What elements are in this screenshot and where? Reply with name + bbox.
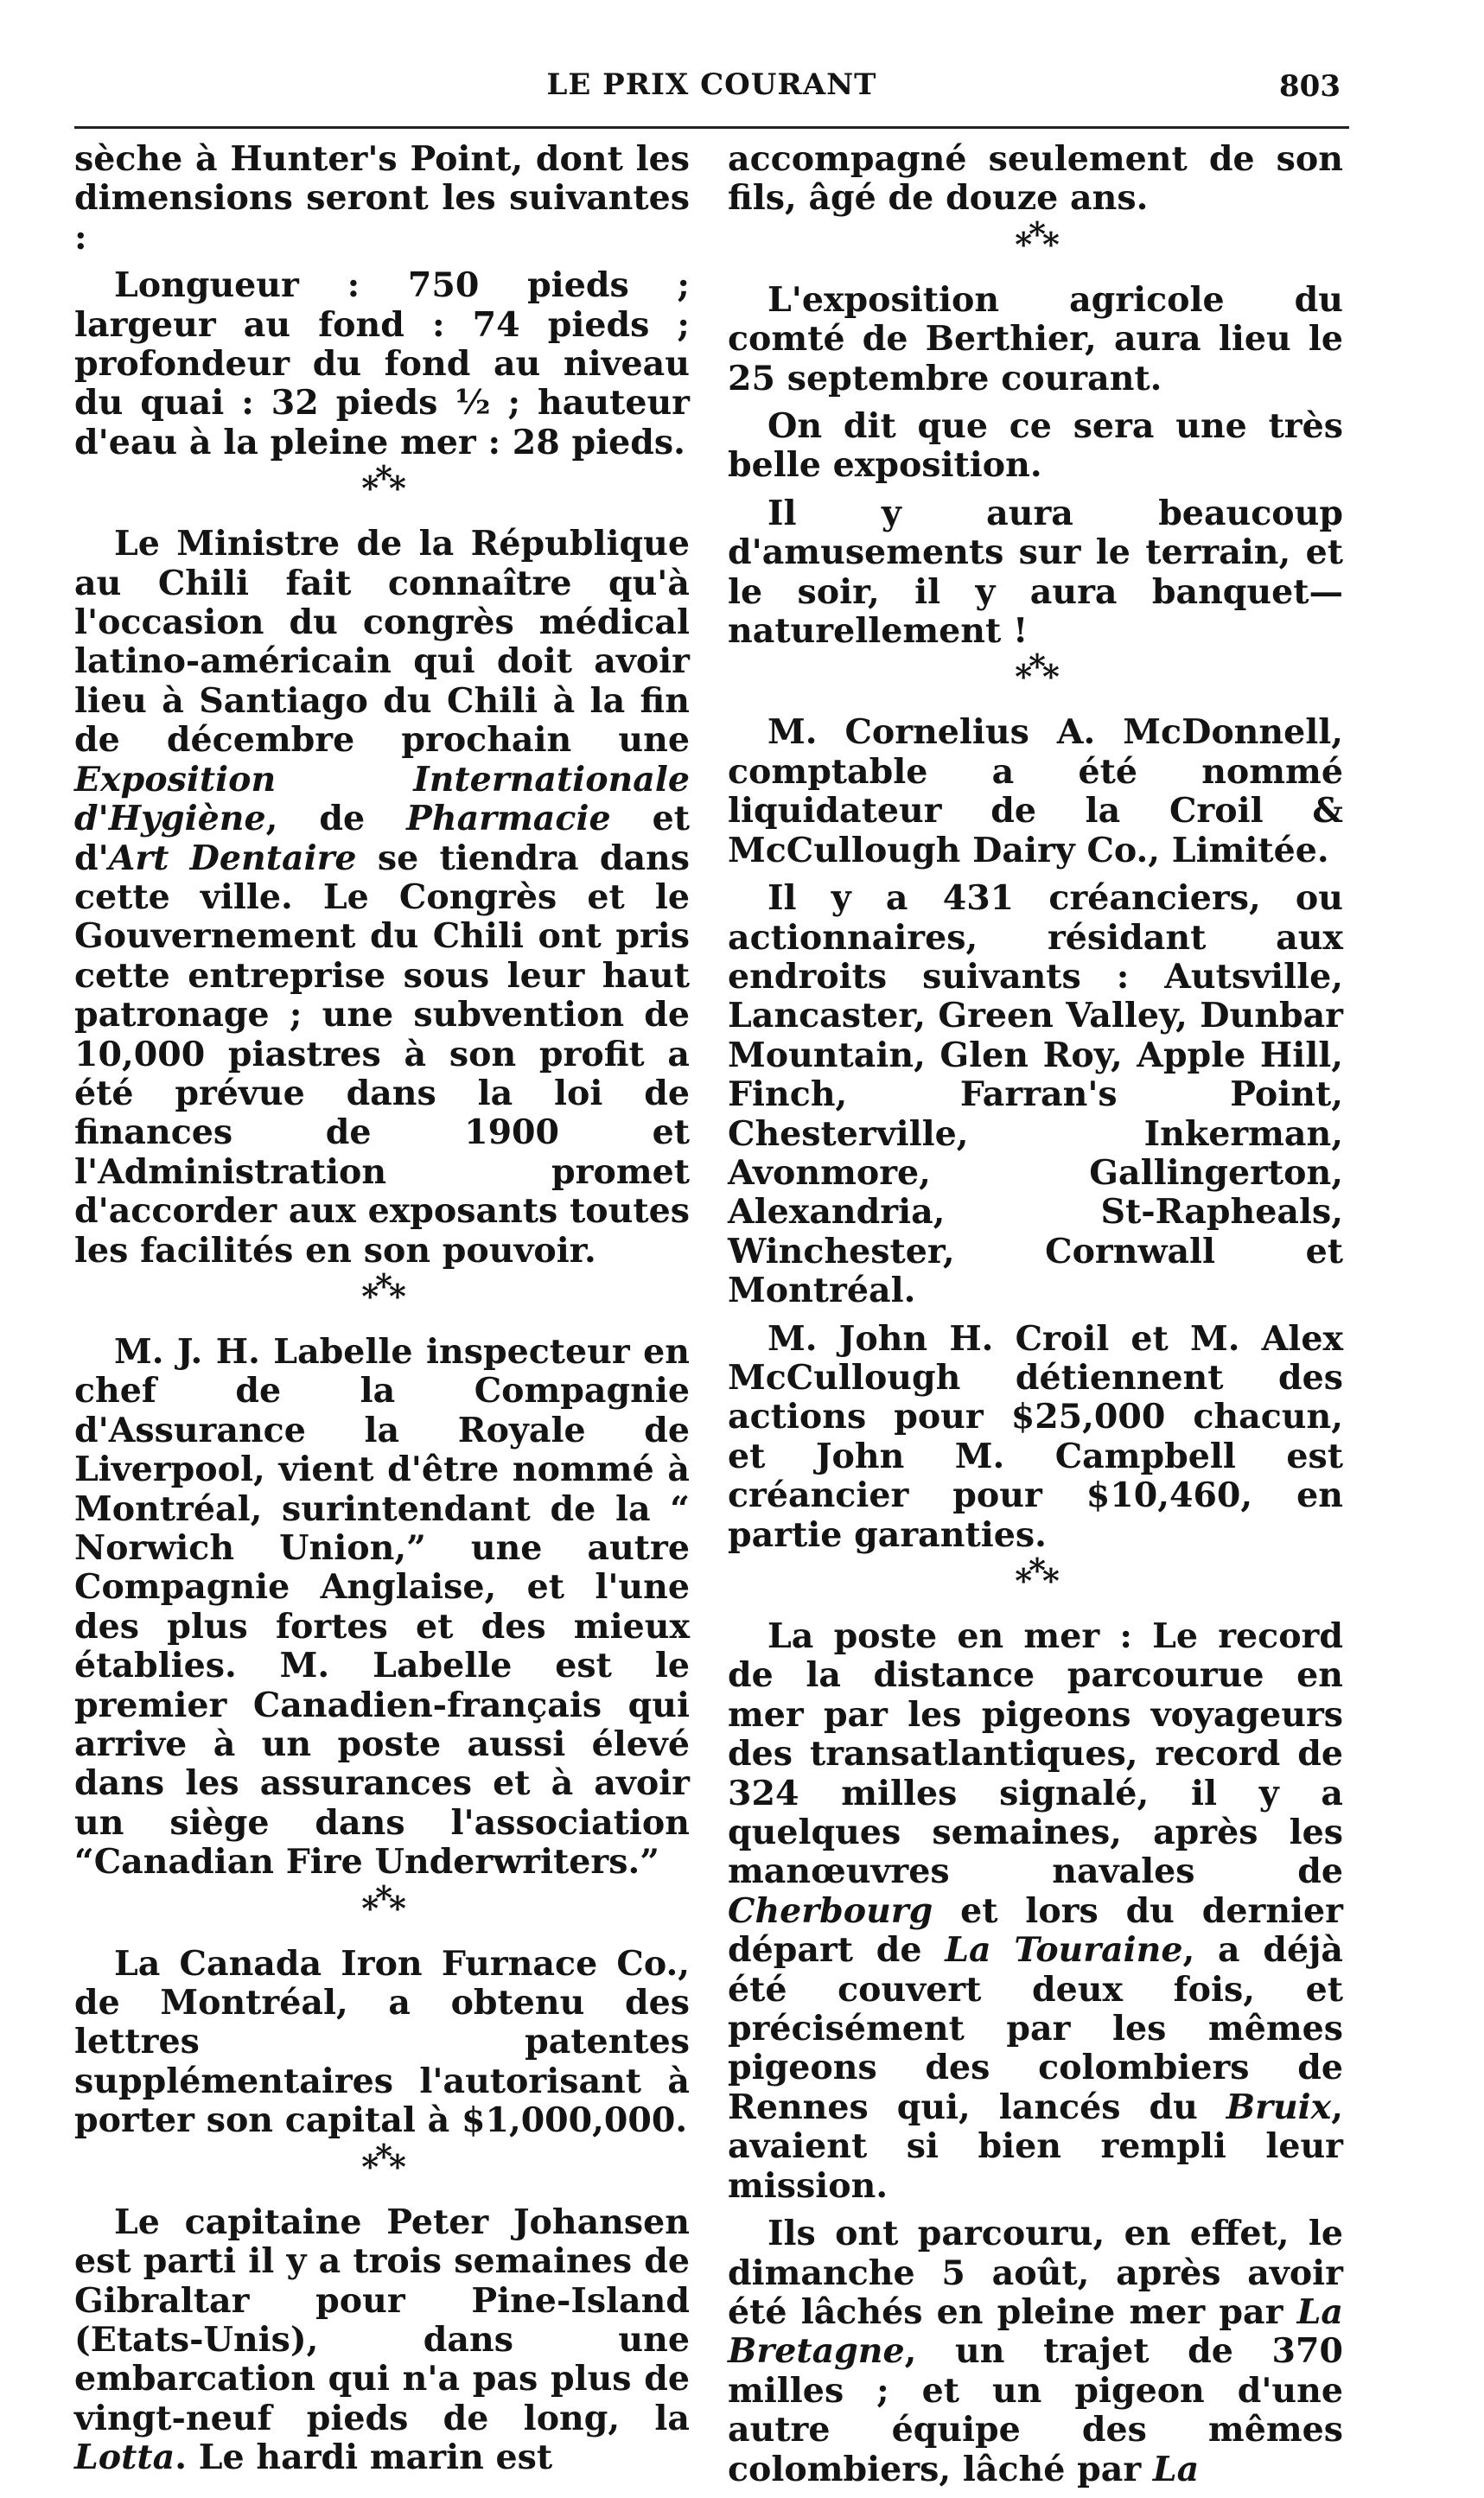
asterism-star: * [375, 1877, 389, 1917]
asterism-separator [728, 647, 1343, 697]
italic-run: Bruix [1226, 2087, 1332, 2127]
article-paragraph: La Canada Iron Furnace Co., de Montréal, a obtenu des lettres patentes supplémentaires l'autorisant à porter son capital à $1,000,000. [74, 1943, 690, 2141]
text-run: Ils ont parcouru, en effet, le dimanche 5 août, après avoir été lâchés en pleine mer par [728, 2214, 1343, 2332]
asterism-separator [728, 213, 1343, 264]
text-run: , un trajet de 370 milles ; et un pigeon d'une autre équipe des mêmes colombiers, lâché par [728, 2331, 1343, 2489]
italic-run: La Bretagne [728, 2291, 1343, 2372]
text-run: La poste en mer : Le record de la distance parcourue en mer par les pigeons voyageurs des transatlantiques, record de 324 milles signalé, il y a quelques semaines, après les manœuvres navales de [728, 1616, 1343, 1892]
text-run: , avaient si bien rempli leur mission. [728, 2087, 1343, 2206]
left-column [74, 140, 690, 2487]
asterism-star: * [1041, 224, 1056, 264]
article-paragraph [728, 1617, 1343, 2206]
article-paragraph [74, 2203, 690, 2478]
asterism-star: * [1029, 1551, 1042, 1590]
asterism-star: * [1029, 647, 1042, 686]
asterism-separator [74, 1877, 690, 1928]
text-run: et lors du dernier départ de [728, 1890, 1343, 1971]
asterism-star: * [388, 468, 403, 508]
italic-run: La [1152, 2449, 1200, 2489]
asterism-star: * [361, 1888, 376, 1928]
running-title: LE PRIX COURANT [546, 67, 877, 102]
article-paragraph: Il y aura beaucoup d'amusements sur le terrain, et le soir, il y aura banquet—naturellement ! [728, 493, 1343, 652]
italic-run: Exposition Internationale d'Hygiène [74, 759, 690, 839]
article-paragraph: M. John H. Croil et M. Alex McCullough détiennent des actions pour $25,000 chacun, et John M. Campbell est créancier pour $10,460, en partie garanties. [728, 1318, 1343, 1555]
asterism-star: * [388, 1276, 403, 1316]
text-run: . Le hardi marin est [175, 2437, 553, 2478]
asterism-star: * [1029, 213, 1042, 253]
article-paragraph [74, 525, 690, 1271]
article-paragraph: M. Cornelius A. McDonnell, comptable a été nommé liquidateur de la Croil & McCullough Dairy Co., Limitée. [728, 712, 1343, 870]
article-paragraph: sèche à Hunter's Point, dont les dimensions seront les suivantes : [74, 139, 690, 258]
italic-run: Art Dentaire [108, 838, 357, 878]
italic-run: Cherbourg [728, 1890, 933, 1931]
asterism-star: * [361, 2146, 376, 2186]
asterism-star: * [1041, 657, 1056, 697]
italic-run: La Touraine [945, 1930, 1183, 1971]
asterism-star: * [1015, 657, 1029, 697]
italic-run: Pharmacie [406, 799, 611, 839]
asterism-star: * [388, 2146, 403, 2186]
page-number: 803 [1279, 69, 1341, 104]
asterism-star: * [361, 468, 376, 508]
asterism-separator [74, 458, 690, 508]
text-run: Le Ministre de la République au Chili fait connaître qu'à l'occasion du congrès médical latino-américain qui doit avoir lieu à Santiago du Chili à la fin de décembre prochain une [74, 524, 690, 761]
asterism-star: * [388, 1888, 403, 1928]
header-rule [74, 126, 1349, 129]
article-paragraph: accompagné seulement de son fils, âgé de douze ans. [728, 139, 1343, 219]
text-run: et d' [74, 799, 690, 878]
text-run: , a déjà été couvert deux fois, et précisément par les mêmes pigeons des colombiers de Rennes qui, lancés du [728, 1930, 1343, 2127]
text-run: Le capitaine Peter Johansen est parti il y a trois semaines de Gibraltar pour Pine-Island (Etats-Unis), dans une embarcation qui n'a pas plus de vingt-neuf pieds de long, la [74, 2202, 690, 2438]
asterism-separator [74, 2136, 690, 2186]
asterism-star: * [1015, 1561, 1029, 1600]
asterism-star: * [1041, 1561, 1056, 1600]
article-paragraph: M. J. H. Labelle inspecteur en chef de la Compagnie d'Assurance la Royale de Liverpool, vient d'être nommé à Montréal, surintendant de la “ Norwich Union,” une autre Compagnie Anglaise, et l'une des plus fortes et des mieux établies. M. Labelle est le premier Canadien-français qui arrive à un poste aussi élevé dans les assurances et à avoir un siège dans l'association “Canadian Fire Underwriters.” [74, 1331, 690, 1883]
article-paragraph: Longueur : 750 pieds ; largeur au fond : 74 pieds ; profondeur du fond au niveau du quai : 32 pieds ½ ; hauteur d'eau à la pleine mer : 28 pieds. [74, 265, 690, 462]
asterism-star: * [1015, 224, 1029, 264]
asterism-star: * [375, 458, 389, 498]
article-paragraph [728, 2214, 1343, 2489]
asterism-separator [728, 1551, 1343, 1600]
text-run: se tiendra dans cette ville. Le Congrès et le Gouvernement du Chili ont pris cette entreprise sous leur haut patronage ; une subvention de 10,000 piastres à son profit a été prévue dans la loi de finances de 1900 et l'Administration promet d'accorder aux exposants toutes les facilités en son pouvoir. [74, 838, 690, 1271]
text-run: , de [265, 799, 407, 839]
article-paragraph: Il y a 431 créanciers, ou actionnaires, résidant aux endroits suivants : Autsville, Lancaster, Green Valley, Dunbar Mountain, Glen Roy, Apple Hill, Finch, Farran's Point, Chesterville, Inkerman, Avonmore, Gallingerton, Alexandria, St-Rapheals, Winchester, Cornwall et Montréal. [728, 878, 1343, 1311]
article-paragraph: L'exposition agricole du comté de Berthier, aura lieu le 25 septembre courant. [728, 279, 1343, 398]
italic-run: Lotta [74, 2437, 175, 2478]
asterism-star: * [375, 1265, 389, 1305]
asterism-separator [74, 1265, 690, 1316]
asterism-star: * [375, 2136, 389, 2176]
right-column [728, 140, 1343, 2498]
asterism-star: * [361, 1276, 376, 1316]
article-paragraph: On dit que ce sera une très belle exposition. [728, 406, 1343, 486]
page-header [74, 61, 1349, 130]
